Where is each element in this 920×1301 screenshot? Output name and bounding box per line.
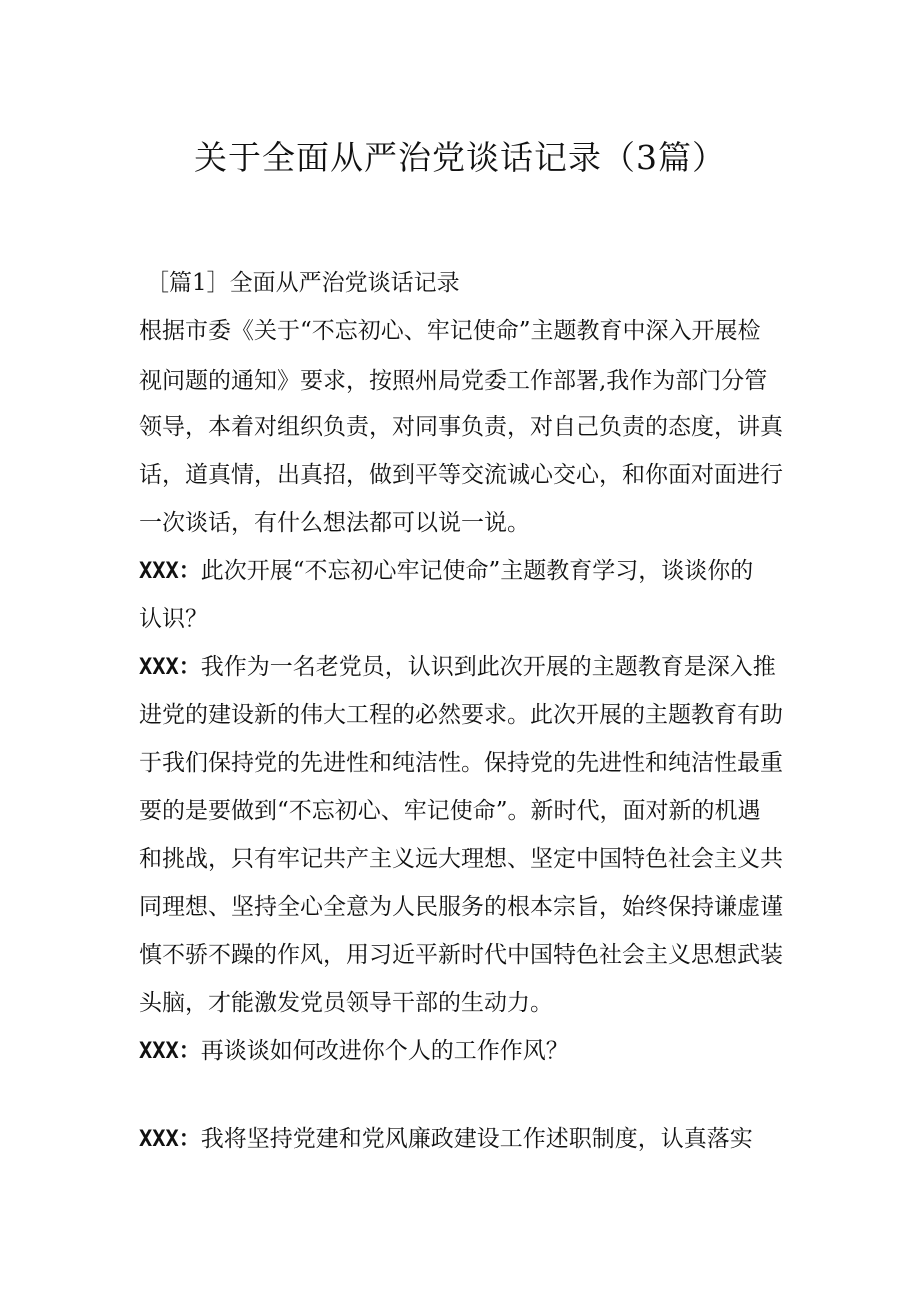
dialogue-text: 慎不骄不躁的作风，用习近平新时代中国特色社会主义思想武装 bbox=[139, 942, 783, 968]
dialogue-text: 要的是要做到“不忘初心、牢记使命”。新时代，面对新的机遇 bbox=[139, 798, 761, 824]
dialogue-text: 我将坚持党建和党风廉政建设工作述职制度，认真落实 bbox=[200, 1126, 753, 1152]
speaker-label: XXX： bbox=[139, 559, 201, 584]
dialogue-text: 同理想、坚持全心全意为人民服务的根本宗旨，始终保持谦虚谨 bbox=[139, 894, 783, 920]
document-title: 关于全面从严治党谈话记录（3篇） bbox=[194, 138, 726, 177]
dialogue-text: 头脑，才能激发党员领导干部的生动力。 bbox=[139, 990, 553, 1016]
section-heading: ［篇1］全面从严治党谈话记录 bbox=[146, 270, 460, 296]
intro-line: 根据市委《关于“不忘初心、牢记使命”主题教育中深入开展检 bbox=[139, 318, 761, 344]
dialogue-question bbox=[139, 1034, 569, 1069]
dialogue-answer bbox=[139, 650, 776, 685]
dialogue-text: 我作为一名老党员，认识到此次开展的主题教育是深入推 bbox=[200, 654, 776, 680]
intro-line: 一次谈话，有什么想法都可以说一说。 bbox=[139, 510, 530, 536]
dialogue-text: 于我们保持党的先进性和纯洁性。保持党的先进性和纯洁性最重 bbox=[139, 750, 783, 776]
speaker-label: XXX： bbox=[139, 655, 201, 680]
intro-line: 领导，本着对组织负责，对同事负责，对自己负责的态度，讲真 bbox=[139, 414, 783, 440]
dialogue-text: 进党的建设新的伟大工程的必然要求。此次开展的主题教育有助 bbox=[139, 702, 783, 728]
intro-line: 话，道真情，出真招，做到平等交流诚心交心，和你面对面进行 bbox=[139, 462, 783, 488]
dialogue-answer bbox=[139, 1122, 753, 1157]
dialogue-text: 此次开展“不忘初心牢记使命”主题教育学习，谈谈你的 bbox=[200, 558, 754, 584]
dialogue-text: 和挑战，只有牢记共产主义远大理想、坚定中国特色社会主义共 bbox=[139, 846, 783, 872]
intro-line: 视问题的通知》要求，按照州局党委工作部署,我作为部门分管 bbox=[139, 368, 768, 394]
speaker-label: XXX： bbox=[139, 1127, 201, 1152]
dialogue-question bbox=[139, 554, 753, 589]
dialogue-text: 再谈谈如何改进你个人的工作作风？ bbox=[200, 1038, 569, 1064]
dialogue-text: 认识？ bbox=[139, 606, 208, 632]
speaker-label: XXX： bbox=[139, 1039, 201, 1064]
